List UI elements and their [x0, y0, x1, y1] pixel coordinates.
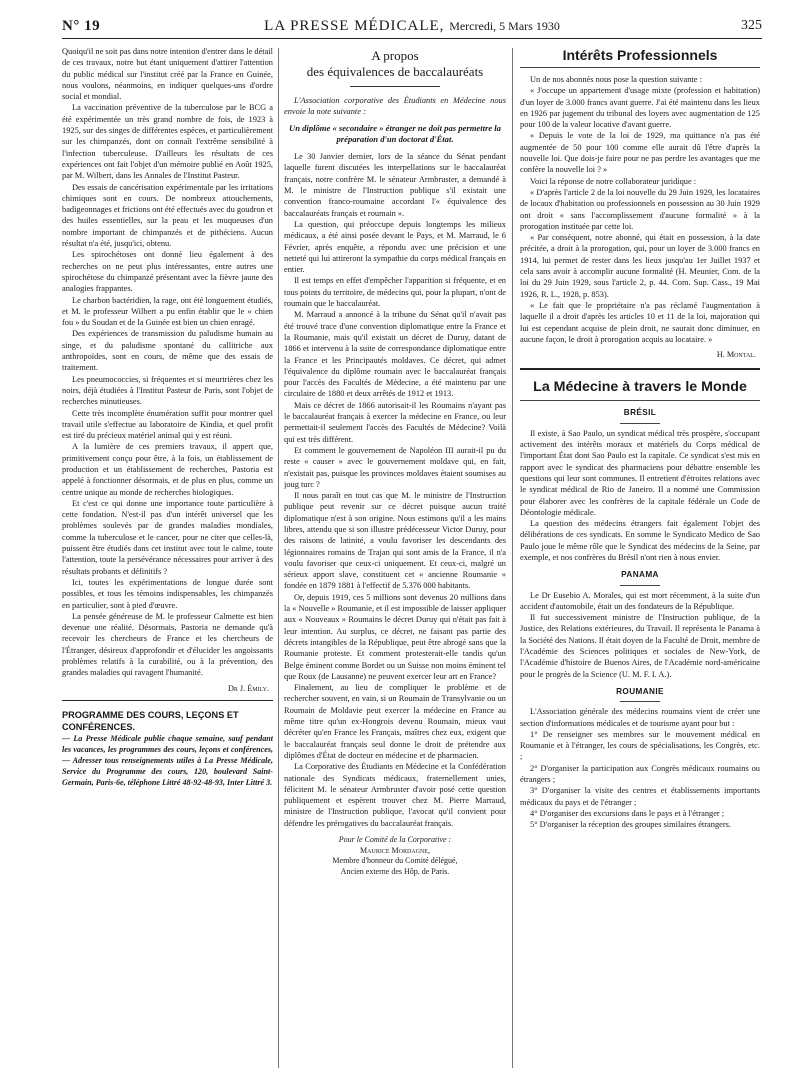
- paragraph: Et comment le gouvernement de Napoléon III aurait-il pu du reste « causer » avec le gouvernement moldave qui, en fait, n'existait pas, puisque les provinces moldaves étaient soumises au joug turc ?: [284, 445, 506, 489]
- paragraph: La pensée généreuse de M. le professeur Calmette est bien devenue une réalité. Désormais, Pastoria ne demande qu'à recevoir les chercheurs de France et les chercheurs de l'Étranger, désireux d'approfondir et d'élucider les angoissants problèmes relatifs à la curabilité, ou à la prévention, des grandes maladies qui ravagent l'humanité.: [62, 611, 273, 678]
- signature-intro: Pour le Comité de la Corporative :: [338, 835, 452, 844]
- paragraph: La question, qui préoccupe depuis longtemps les milieux médicaux, a été ainsi posée devant le Pays, et M. Marraud, le 6 Février, après enquête, a répondu avec une précision et une netteté qui lui attireront la sympathie du corps médical français en entier.: [284, 219, 506, 275]
- article-title-line1: A propos: [371, 48, 419, 63]
- section-signature: H. Montal.: [716, 350, 756, 360]
- paragraph: Des expériences de transmission du paludisme humain au singe, et du paludisme spontané du callitriche aux anthropoïdes, sont en cours, de même que des essais de traitement.: [62, 329, 273, 373]
- paragraph: Les pneumococcies, si fréquentes et si meurtrières chez les noirs, déjà étudiées à l'Institut Pasteur de Paris, sont l'objet de recherches minutieuses.: [62, 374, 273, 407]
- paragraph: « Le fait que le propriétaire n'a pas réclamé l'augmentation à laquelle il a droit d'après les articles 10 et 11 de la loi, majoration qui lui est cependant acquise de plein droit, ne saurait donc diminuer, en aucune façon, le droit à prorogation acquis au locataire. »: [520, 300, 760, 344]
- paragraph: La vaccination préventive de la tuberculose par le BCG a été expérimentée un très grand nombre de fois, de 1923 à 1925, sur des singes de différentes espèces, et particulièrement sur les chimpanzés, dont on connaît l'extrême sensibilité à l'infection tuberculeuse. D'ailleurs les résultats de ces expériences ont fait l'objet d'un mémoire publié en Août 1925, par M. Wilbert, dans les Annales de l'Institut Pasteur.: [62, 103, 273, 181]
- paragraph: « J'occupe un appartement d'usage mixte (profession et habitation) d'un loyer de 3.000 francs avant guerre. J'ai été maintenu dans les lieux en 1926 par jugement du tribunal des loyers avec augmentation de 125 pour 100 de la valeur locative d'avant guerre.: [520, 86, 760, 130]
- heading-rule: [620, 423, 660, 424]
- paragraph: L'Association générale des médecins roumains vient de créer une section d'informations médicales et de tourisme ayant pour but :: [520, 707, 760, 728]
- issue-number: N° 19: [62, 18, 101, 34]
- paragraph: « Par conséquent, notre abonné, qui était en possession, à la date précitée, a droit à la prorogation, qui, pour un loyer de 3.000 francs en 1914, lui permet de rester dans les lieux jusqu'au 1er Juillet 1937 et cela sans avoir à accomplir aucune formalité (H. Meunier, Com. de la loi du 29 Juin 1929, sous l'article 2, p. 44. Com. Sup. Cass., 19 Mai 1926, R. L., 1928, p. 853).: [520, 233, 760, 299]
- column-divider: [278, 48, 279, 1068]
- paragraph: Il nous paraît en tout cas que M. le ministre de l'Instruction publique peut revenir sur ce décret puisque aucun traité diplomatique n'est à son origine. Nous estimons qu'il a les mains libres, attendu que si son illustre prédécesseur Victor Duruy, pour des raisons de latinité, a voulu favoriser les descendants des légionnaires romains de Trajan qui sont amis de la France, il n'a voulu favoriser que ceux-ci uniquement. Et ceux-ci, malgré un sérieux apport slave, constituent cet « ancienne Roumanie » fondée en 1879 1881 à l'effectif de 5.376 000 habitants.: [284, 491, 506, 591]
- heading-rule: [620, 585, 660, 586]
- paragraph: Voici la réponse de notre collaborateur juridique :: [530, 176, 697, 186]
- paragraph: M. Marraud a annoncé à la tribune du Sénat qu'il n'avait pas été trouvé trace d'une convention diplomatique entre la France et la Roumanie, mais qu'il existait un décret de Duruy, datant de 1866 et intervenu à la suite de correspondance diplomatique entre la France et les Principautés moldaves. Ce décret, qui admet l'équivalence du diplôme roumain avec le baccalauréat français pour l'accès des Facultés de Médecine, a été maintenu par une circulaire de 1880 et deux arrêtés de 1912 et 1913.: [284, 310, 506, 399]
- paragraph: Or, depuis 1919, ces 5 millions sont devenus 20 millions dans la « Nouvelle » Roumanie, et il est impossible de laisser appliquer aux « Nouveaux » Roumains le décret Duruy qui n'était pas fait à leur intention. Au surplus, ce décret, ne faisant pas partie des décrets intangibles de la République, peut être abrogé sans que la Roumanie proteste. Et comment protesterait-elle tandis qu'un Belge éminent comme Bordet ou un Suisse non moins éminent tel que Roux (de Lausanne) ne peuvent exercer leur art en France?: [284, 592, 506, 681]
- paragraph: Des essais de cancérisation expérimentale par les irritations chimiques sont en cours. De nombreux attouchements, badigeonnages et frictions ont été effectués avec du goudron et des huiles essentielles, sur la peau et les muqueuses d'un nombre important de chimpanzés et de pithéciens. Aucun résultat n'a été, jusqu'ici, obtenu.: [62, 182, 273, 249]
- paragraph: 3° D'organiser la visite des centres et établissements importants médicaux du pays et de l'étranger ;: [520, 786, 760, 807]
- paragraph: 5° D'organiser la réception des groupes similaires étrangers.: [530, 820, 731, 830]
- program-box-text: — La Presse Médicale publie chaque semaine, sauf pendant les vacances, les programmes des cours, leçons et conférences, — Adresser tous renseignements utiles à La Presse Médicale, Service du Programme des cours, 120, boulevard Saint-Germain, Paris-6e, téléphone Littré 48-92-48-93, Inter Littré 3.: [62, 733, 273, 787]
- title-rule: [350, 86, 440, 87]
- paragraph: La Corporative des Étudiants en Médecine et la Confédération nationale des Syndicats médicaux, fraternellement unies, félicitent M. le sénateur Armbruster d'avoir posé cette question publiquement et espèrent trouver chez M. Pierre Marraud, ministre de l'Instruction publique, l'avocat qu'il convient pour défendre les prérogatives du baccalauréat français.: [284, 762, 506, 828]
- page-number: 325: [741, 18, 762, 33]
- signature-role: Ancien externe des Hôp. de Paris.: [340, 866, 450, 876]
- paragraph: Le charbon bactéridien, la rage, ont été longuement étudiés, et M. le professeur Wilbert a pu enfin établir que le « chien fou » du Soudan et de la Guinée est bien un chien enragé.: [62, 295, 273, 328]
- article-intro: L'Association corporative des Étudiants en Médecine nous envoie la note suivante :: [284, 96, 506, 117]
- paragraph: 1° De renseigner ses membres sur le mouvement médical en Roumanie et à l'étranger, les cours de spécialisations, les Congrès, etc. ;: [520, 729, 760, 762]
- paragraph: 2° D'organiser la participation aux Congrès médicaux roumains ou étrangers ;: [520, 763, 760, 785]
- paragraph: 4° D'organiser des excursions dans le pays et à l'étranger ;: [530, 808, 725, 818]
- paragraph: Finalement, au lieu de compliquer le problème et de rechercher souvent, en vain, si un Roumain de Transylvanie ou un Roumain de Moldavie peut exercer la médecine en France au même titre qu'un ex-Hongrois devenu Roumain, mieux vaut décréter qu'en France les Français, maîtres chez eux, exigent que le baccalauréat français seul donne le droit de prétendre aux diplômes d'État de docteur en médecine et de pharmacien.: [284, 683, 506, 760]
- country-heading-roumanie: ROUMANIE: [616, 686, 664, 696]
- paragraph: Le Dr Eusebio A. Morales, qui est mort récemment, à la suite d'un accident d'automobile, était un des fondateurs de la République.: [520, 590, 760, 611]
- corporative-signature: [284, 835, 506, 877]
- paragraph: La question des médecins étrangers fait également l'objet des délibérations de ces syndicats. En somme le Syndicato Medico de Sao Paulo joue le même rôle que le Syndicat des médecins de la Seine, par exemple, et nos confrères du Brésil n'ont rien à nous envier.: [520, 519, 760, 562]
- signature-role: Membre d'honneur du Comité délégué,: [332, 856, 458, 865]
- paragraph: Le 30 Janvier dernier, lors de la séance du Sénat pendant laquelle furent discutées les interpellations sur le baccalauréat français, notre confrère M. le sénateur Armbruster, a demandé à M. le ministre de l'Instruction publique s'il existait une convention franco-roumaine accordant l'« équivalence des baccalauréats français et roumain ».: [284, 152, 506, 218]
- paragraph: Un de nos abonnés nous pose la question suivante :: [530, 75, 702, 84]
- section-title-medecine: La Médecine à travers le Monde: [520, 368, 760, 396]
- paragraph: Cette très incomplète énumération suffit pour montrer quel travail utile s'effectue au laboratoire de Kindia, et quel profit est tiré du précieux matériel animal qui y est réuni.: [62, 408, 273, 441]
- column-right: [520, 46, 760, 1070]
- article-title-line2: des équivalences de baccalauréats: [306, 64, 484, 79]
- paragraph: Il est temps en effet d'empêcher l'apparition si fréquente, et en tous points du territoire, de médecins qui, pour la plupart, n'ont de roumain que le baccalauréat.: [284, 276, 506, 309]
- paragraph: Quoiqu'il ne soit pas dans notre intention d'entrer dans le détail de ces travaux, notre but étant uniquement d'attirer l'attention du public médical sur l'institut créé par la France en Guinée, nous voulons, néanmoins, en indiquer quelques-uns d'ordre social et mondial.: [62, 47, 273, 102]
- column-middle: [284, 46, 506, 1070]
- paragraph: Il fut successivement ministre de l'Instruction publique, de la Justice, des Relations extérieures, du Travail. Il représenta le Panama à la Société des Nations. Il était doyen de la Faculté de Droit, membre de l'Académie des Sciences politiques et sociales de New-York, de l'Académie d'histoire de Buenos Aires, de l'Académie nord-américaine pour le progrès de la Science (U. M. F. I. A.).: [520, 613, 760, 679]
- page-header: [62, 16, 762, 39]
- article-subtitle: Un diplôme « secondaire » étranger ne doit pas permettre la préparation d'un doctorat d'État.: [289, 122, 501, 144]
- paragraph: A la lumière de ces premiers travaux, il appert que, primitivement conçu pour être, à la fois, un établissement de production et un établissement de recherches, Pastoria est appelé à fonctionner désormais, et de plus en plus, comme un centre unique au monde de recherches biologiques.: [62, 442, 273, 497]
- section-rule: [520, 67, 760, 68]
- journal-title: [62, 18, 762, 35]
- paragraph: Mais ce décret de 1866 autorisait-il les Roumains n'ayant pas le baccalauréat français à exercer la médecine en France, ou leur permettait-il seulement l'accès des Facultés de Médecine? Voilà qui est très différent.: [284, 400, 506, 444]
- column-divider: [512, 48, 513, 1068]
- paragraph: Les spirochétoses ont donné lieu également à des recherches on ne peut plus intéressantes, entre autres une spirochétose du chimpanzé présentant avec la fièvre jaune des analogies frappantes.: [62, 250, 273, 294]
- heading-rule: [620, 701, 660, 702]
- issue-date: Mercredi, 5 Mars 1930: [449, 19, 560, 33]
- journal-name: LA PRESSE MÉDICALE,: [264, 18, 445, 34]
- country-heading-panama: PANAMA: [621, 570, 659, 580]
- paragraph: « Depuis le vote de la loi de 1929, ma quittance n'a pas été augmentée de 50 pour 100 comme elle aurait dû l'être d'après la nouvelle loi. Que dois-je faire pour ne pas perdre les avantages que me confère la nouvelle loi ? »: [520, 131, 760, 175]
- section-title-interets: Intérêts Professionnels: [562, 47, 718, 63]
- program-box-title: PROGRAMME DES COURS, LEÇONS ET CONFÉRENCES.: [62, 700, 273, 733]
- article-signature: Dr J. Émily.: [227, 683, 269, 693]
- paragraph: « D'après l'article 2 de la loi nouvelle du 29 Juin 1929, les locataires de locaux d'habitation ou professionnels en possession au 30 Juin 1929 ont droit « sans l'accomplissement d'aucune formalité » à la prorogation instituée par cette loi.: [520, 187, 760, 231]
- signature-name: Maurice Mordagne,: [360, 845, 430, 855]
- section-rule: [520, 400, 760, 401]
- paragraph: Ici, toutes les expérimentations de longue durée sont possibles, et tous les témoins indispensables, les chimpanzés en particulier, sont à pied d'œuvre.: [62, 577, 273, 610]
- paragraph: Il existe, à Sao Paulo, un syndicat médical très prospère, s'occupant activement des intérêts moraux et matériels du Corps médical de l'important État dont Sao Paulo est la capitale. Ce syndicat s'est mis en rapport avec le syndicat des pharmaciens pour débattre ensemble les questions qui leur sont communes. Il entretient d'étroites relations avec le syndicat médical de Rio de Janeiro. Il a nommé une Commission pour élaborer avec les confrères de la capitale fédérale un Code de Déontologie médicale.: [520, 428, 760, 517]
- column-left: [62, 46, 273, 1070]
- paragraph: Et c'est ce qui donne une importance toute particulière à cette fondation. N'est-il pas d'un intérêt universel que les problèmes soulevés par de grandes maladies mondiales, comme la tuberculose et le cancer, pour ne citer que celles-là, puissent être étudiés dans cet institut avec tout le calme, toute l'attention, toute la persévérance nécessaires pour arriver à des résultats probants et définitifs ?: [62, 498, 273, 576]
- country-heading-bresil: BRÉSIL: [623, 408, 657, 418]
